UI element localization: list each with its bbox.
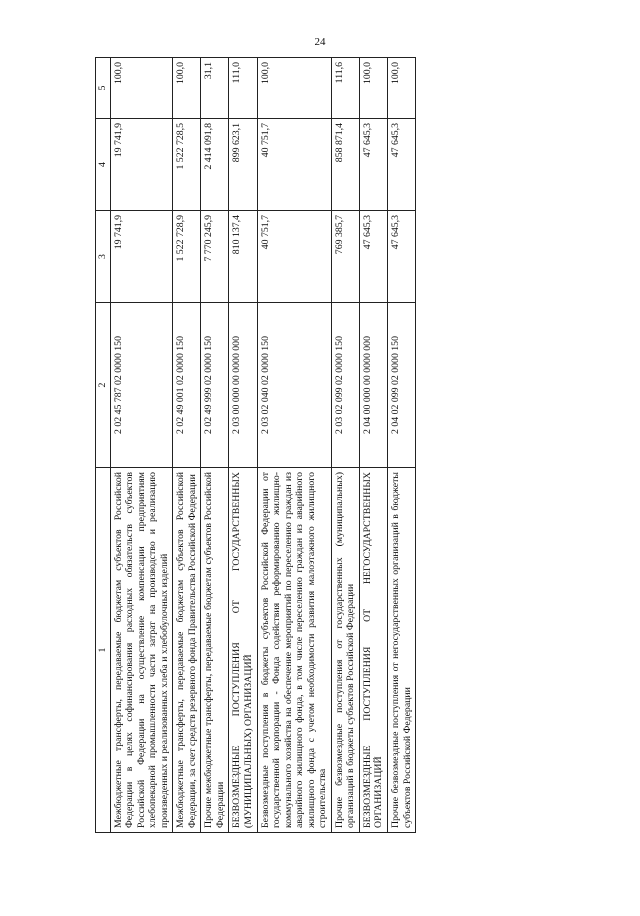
header-row — [96, 58, 111, 833]
header-col-1: 1 — [96, 468, 111, 833]
row-plan: 1 522 728,9 — [173, 211, 201, 303]
row-name: Прочие безвозмездные поступления от государственных (муниципальных) организаций в бюджеты субъектов Российской Федерации — [331, 468, 359, 833]
row-pct: 111,0 — [229, 58, 257, 119]
header-col-2: 2 — [96, 303, 111, 468]
row-name: Прочие межбюджетные трансферты, передаваемые бюджетам субъектов Российской Федерации — [201, 468, 229, 833]
row-name: Прочие безвозмездные поступления от негосударственных организаций в бюджеты субъектов Российской Федерации — [388, 468, 416, 833]
row-code: 2 03 00 000 00 0000 000 — [229, 303, 257, 468]
row-fact: 47 645,3 — [359, 119, 387, 211]
row-name: БЕЗВОЗМЕЗДНЫЕ ПОСТУПЛЕНИЯ ОТ ГОСУДАРСТВЕННЫХ (МУНИЦИПАЛЬНЫХ) ОРГАНИЗАЦИЙ — [229, 468, 257, 833]
row-pct: 31,1 — [201, 58, 229, 119]
row-fact: 47 645,3 — [388, 119, 416, 211]
table-row — [388, 58, 416, 833]
row-pct: 100,0 — [257, 58, 331, 119]
row-code: 2 02 45 787 02 0000 150 — [110, 303, 173, 468]
row-code: 2 03 02 099 02 0000 150 — [331, 303, 359, 468]
header-col-5: 5 — [96, 58, 111, 119]
table-row — [173, 58, 201, 833]
table-row — [110, 58, 173, 833]
row-fact: 40 751,7 — [257, 119, 331, 211]
row-plan: 19 741,9 — [110, 211, 173, 303]
row-name: Межбюджетные трансферты, передаваемые бюджетам субъектов Российской Федерации, за счет средств резервного фонда Правительства Российской Федерации — [173, 468, 201, 833]
row-pct: 111,6 — [331, 58, 359, 119]
row-name: Межбюджетные трансферты, передаваемые бюджетам субъектов Российской Федерации в целях софинансирования расходных обязательств субъектов Российской Федерации на осуществление компенсации предприятиям хлебопекарной промышленности части затрат на производство и реализацию произведенных и реализованных хлеба и хлебобулочных изделий — [110, 468, 173, 833]
row-fact: 19 741,9 — [110, 119, 173, 211]
row-fact: 1 522 728,5 — [173, 119, 201, 211]
row-code: 2 03 02 040 02 0000 150 — [257, 303, 331, 468]
row-plan: 47 645,3 — [359, 211, 387, 303]
row-pct: 100,0 — [359, 58, 387, 119]
row-code: 2 04 02 099 02 0000 150 — [388, 303, 416, 468]
row-pct: 100,0 — [110, 58, 173, 119]
header-col-4: 4 — [96, 119, 111, 211]
row-plan: 40 751,7 — [257, 211, 331, 303]
rotated-table-frame — [95, 58, 575, 833]
row-code: 2 04 00 000 00 0000 000 — [359, 303, 387, 468]
row-plan: 810 137,4 — [229, 211, 257, 303]
row-name: Безвозмездные поступления в бюджеты субъектов Российской Федерации от государственной корпорации - Фонда содействия реформированию жилищно-коммунального хозяйства на обеспечение мероприятий по переселению граждан из аварийного жилищного фонда, в том числе переселению граждан из аварийного жилищного фонда с учетом необходимости развития малоэтажного жилищного строительства — [257, 468, 331, 833]
row-name: БЕЗВОЗМЕЗДНЫЕ ПОСТУПЛЕНИЯ ОТ НЕГОСУДАРСТВЕННЫХ ОРГАНИЗАЦИЙ — [359, 468, 387, 833]
table-row — [257, 58, 331, 833]
row-fact: 858 871,4 — [331, 119, 359, 211]
row-code: 2 02 49 001 02 0000 150 — [173, 303, 201, 468]
table-row — [229, 58, 257, 833]
table-container — [95, 58, 575, 833]
row-plan: 7 770 245,9 — [201, 211, 229, 303]
table-row — [331, 58, 359, 833]
revenue-table — [95, 57, 416, 833]
row-pct: 100,0 — [173, 58, 201, 119]
row-fact: 899 623,1 — [229, 119, 257, 211]
header-col-3: 3 — [96, 211, 111, 303]
row-plan: 769 385,7 — [331, 211, 359, 303]
row-plan: 47 645,3 — [388, 211, 416, 303]
row-code: 2 02 49 999 02 0000 150 — [201, 303, 229, 468]
table-row — [359, 58, 387, 833]
row-pct: 100,0 — [388, 58, 416, 119]
row-fact: 2 414 091,8 — [201, 119, 229, 211]
page-number: 24 — [314, 36, 326, 48]
table-row — [201, 58, 229, 833]
